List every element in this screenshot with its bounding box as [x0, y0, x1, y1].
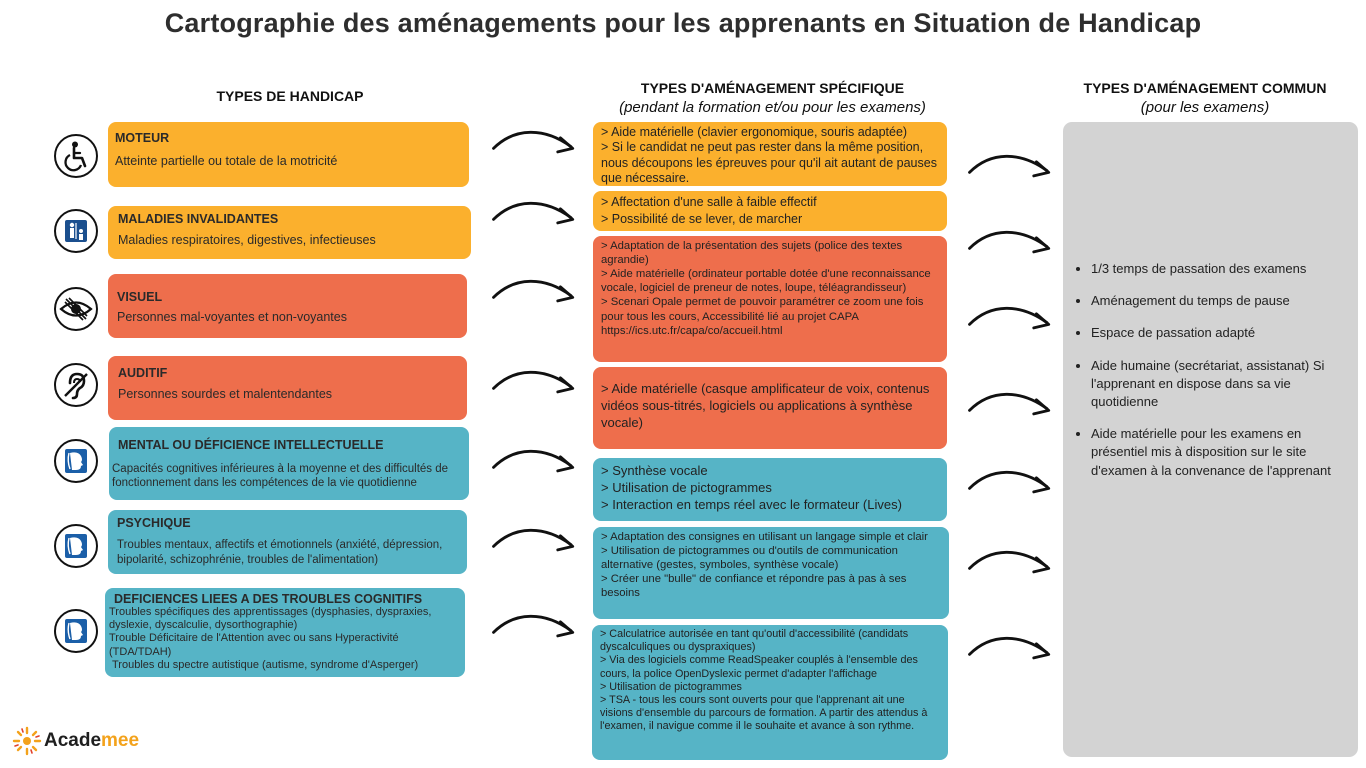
arrow-specific-to-common: [963, 146, 1057, 190]
column-subtitle-specific: (pendant la formation et/ou pour les examens): [619, 99, 926, 116]
column-title-common: TYPES D'AMÉNAGEMENT COMMUN: [1083, 80, 1327, 96]
sun-logo-icon: [12, 726, 42, 756]
psychic-disability-icon: [54, 524, 98, 568]
handicap-desc-line: Troubles du spectre autistique (autisme, syndrome d'Asperger): [112, 658, 419, 671]
logo-text: Academee: [44, 730, 140, 751]
arrow-handicap-to-specific: [487, 362, 581, 406]
handicap-title: AUDITIF: [118, 366, 168, 380]
handicap-title: PSYCHIQUE: [117, 516, 191, 530]
mental-disability-icon: [54, 439, 98, 483]
specific-line: > Via des logiciels comme ReadSpeaker couplés à l'ensemble des cours, la police OpenDyslexic permet d'adapter l'affichage: [600, 654, 918, 680]
hearing-impairment-icon: [54, 363, 98, 407]
column-header-handicap: [180, 88, 400, 104]
handicap-title: VISUEL: [117, 290, 163, 304]
arrow-specific-to-common: [963, 222, 1057, 266]
wheelchair-icon: [54, 134, 98, 178]
common-arrangements-list: [1063, 260, 1358, 480]
specific-line: > Utilisation de pictogrammes: [600, 680, 742, 693]
cognitive-disability-icon: [54, 609, 98, 653]
specific-box-psychique: [593, 527, 949, 619]
specific-line: > Adaptation des consignes en utilisant un langage simple et clair: [601, 531, 928, 543]
arrow-handicap-to-specific: [487, 193, 581, 237]
arrow-handicap-to-specific: [487, 271, 581, 315]
specific-box-visuel: [593, 236, 947, 362]
handicap-desc: Personnes sourdes et malentendantes: [118, 387, 333, 401]
column-subtitle-common: (pour les examens): [1140, 99, 1270, 116]
arrow-handicap-to-specific: [487, 441, 581, 485]
handicap-box-maladies-invalidantes: [108, 206, 471, 259]
specific-line: > Possibilité de se lever, de marcher: [601, 211, 803, 226]
arrow-handicap-to-specific: [487, 520, 581, 564]
page-title: Cartographie des aménagements pour les apprenants en Situation de Handicap: [164, 8, 1202, 38]
specific-line: > Calculatrice autorisée en tant qu'outil d'accessibilité (candidats dyscalculiques ou dyspraxiques): [600, 628, 909, 654]
arrow-specific-to-common: [963, 542, 1057, 586]
specific-box-cognitif: [592, 625, 948, 760]
handicap-desc-line: Trouble Déficitaire de l'Attention avec ou sans Hyperactivité (TDA/TDAH): [109, 632, 399, 658]
specific-line: > Affectation d'une salle à faible effectif: [601, 195, 817, 209]
common-arrangements-box: [1063, 122, 1358, 757]
handicap-desc: Maladies respiratoires, digestives, infectieuses: [118, 233, 376, 247]
specific-line: > Aide matérielle (casque amplificateur de voix, contenus vidéos sous-titrés, logiciels ou applications à synthèse vocale): [601, 381, 930, 430]
specific-line: > Si le candidat ne peut pas rester dans la même position, nous découpons les épreuves pour qu'il ait autant de pauses que nécessaire.: [601, 140, 937, 185]
visual-impairment-icon: [54, 287, 98, 331]
handicap-box-psychique: [108, 510, 467, 574]
common-item: • 1/3 temps de passation des examens: [1091, 260, 1358, 278]
specific-line: > Utilisation de pictogrammes ou d'outils de communication alternative (gestes, symboles, synthèse vocale): [601, 545, 898, 572]
column-title-handicap: TYPES DE HANDICAP: [216, 88, 364, 104]
academee-logo: [12, 726, 139, 756]
arrow-specific-to-common: [963, 462, 1057, 506]
arrow-specific-to-common: [963, 384, 1057, 428]
specific-box-moteur: [593, 122, 947, 186]
common-item: • Aide humaine (secrétariat, assistanat) Si l'apprenant en dispose dans sa vie quotidienne: [1091, 357, 1358, 412]
handicap-box-cognitif: [105, 588, 465, 677]
common-item: • Espace de passation adapté: [1091, 324, 1358, 342]
handicap-desc: Atteinte partielle ou totale de la motricité: [115, 154, 338, 168]
handicap-desc: Personnes mal-voyantes et non-voyantes: [117, 310, 347, 324]
column-header-common: [1060, 80, 1350, 116]
specific-line: > Utilisation de pictogrammes: [601, 479, 772, 495]
specific-line: > Synthèse vocale: [601, 463, 708, 478]
arrow-handicap-to-specific: [487, 122, 581, 166]
invalidating-disease-icon: [54, 209, 98, 253]
arrow-specific-to-common: [963, 628, 1057, 672]
specific-line: > Scenari Opale permet de pouvoir paramétrer ce zoom une fois pour tous les cours, Accessibilité lié au projet CAPA https://ics.utc.fr/capa/co/accueil.html: [601, 296, 924, 337]
handicap-box-auditif: [108, 356, 467, 420]
specific-box-auditif: [593, 367, 947, 449]
column-header-specific: [585, 80, 960, 116]
specific-line: > Aide matérielle (ordinateur portable dotée d'une reconnaissance vocale, logiciel de preneur de notes, loupe, téléagrandisseur): [601, 268, 931, 295]
handicap-desc: Capacités cognitives inférieures à la moyenne et des difficultés de fonctionnement dans les compétences de la vie quotidienne: [112, 463, 449, 490]
common-item: • Aménagement du temps de pause: [1091, 292, 1358, 310]
specific-line: > Adaptation de la présentation des sujets (police des textes agrandie): [601, 240, 903, 267]
specific-box-mental: [593, 458, 947, 521]
specific-box-maladies: [593, 191, 947, 231]
arrow-handicap-to-specific: [487, 606, 581, 650]
specific-line: > Aide matérielle (clavier ergonomique, souris adaptée): [601, 125, 908, 139]
handicap-desc-line: Troubles spécifiques des apprentissages (dysphasies, dyspraxies, dyslexie, dyscalculie, dysorthographie): [109, 606, 432, 632]
handicap-title: MOTEUR: [115, 131, 170, 145]
specific-line: > Interaction en temps réel avec le formateur (Lives): [601, 496, 902, 512]
handicap-title: DEFICIENCES LIEES A DES TROUBLES COGNITIFS: [114, 592, 423, 606]
handicap-title: MENTAL OU DÉFICIENCE INTELLECTUELLE: [118, 438, 384, 452]
common-item: • Aide matérielle pour les examens en présentiel mis à disposition sur le site d'examen à la convenance de l'apprenant: [1091, 425, 1358, 480]
arrow-specific-to-common: [963, 298, 1057, 342]
specific-line: > TSA - tous les cours sont ouverts pour que l'apprenant ait une visions d'ensemble du parcours de formation. A partir des attendus à l'examen, il navigue comme il le souhaite et avance à son rythme.: [600, 693, 928, 733]
handicap-title: MALADIES INVALIDANTES: [118, 212, 279, 226]
handicap-desc: Troubles mentaux, affectifs et émotionnels (anxiété, dépression, bipolarité, schizophrénie, troubles de l'alimentation): [117, 539, 443, 566]
handicap-box-mental: [109, 427, 469, 500]
handicap-box-moteur: [108, 122, 469, 187]
column-title-specific: TYPES D'AMÉNAGEMENT SPÉCIFIQUE: [640, 80, 905, 96]
handicap-box-visuel: [108, 274, 467, 338]
specific-line: > Créer une "bulle" de confiance et répondre pas à pas à ses besoins: [601, 573, 907, 600]
